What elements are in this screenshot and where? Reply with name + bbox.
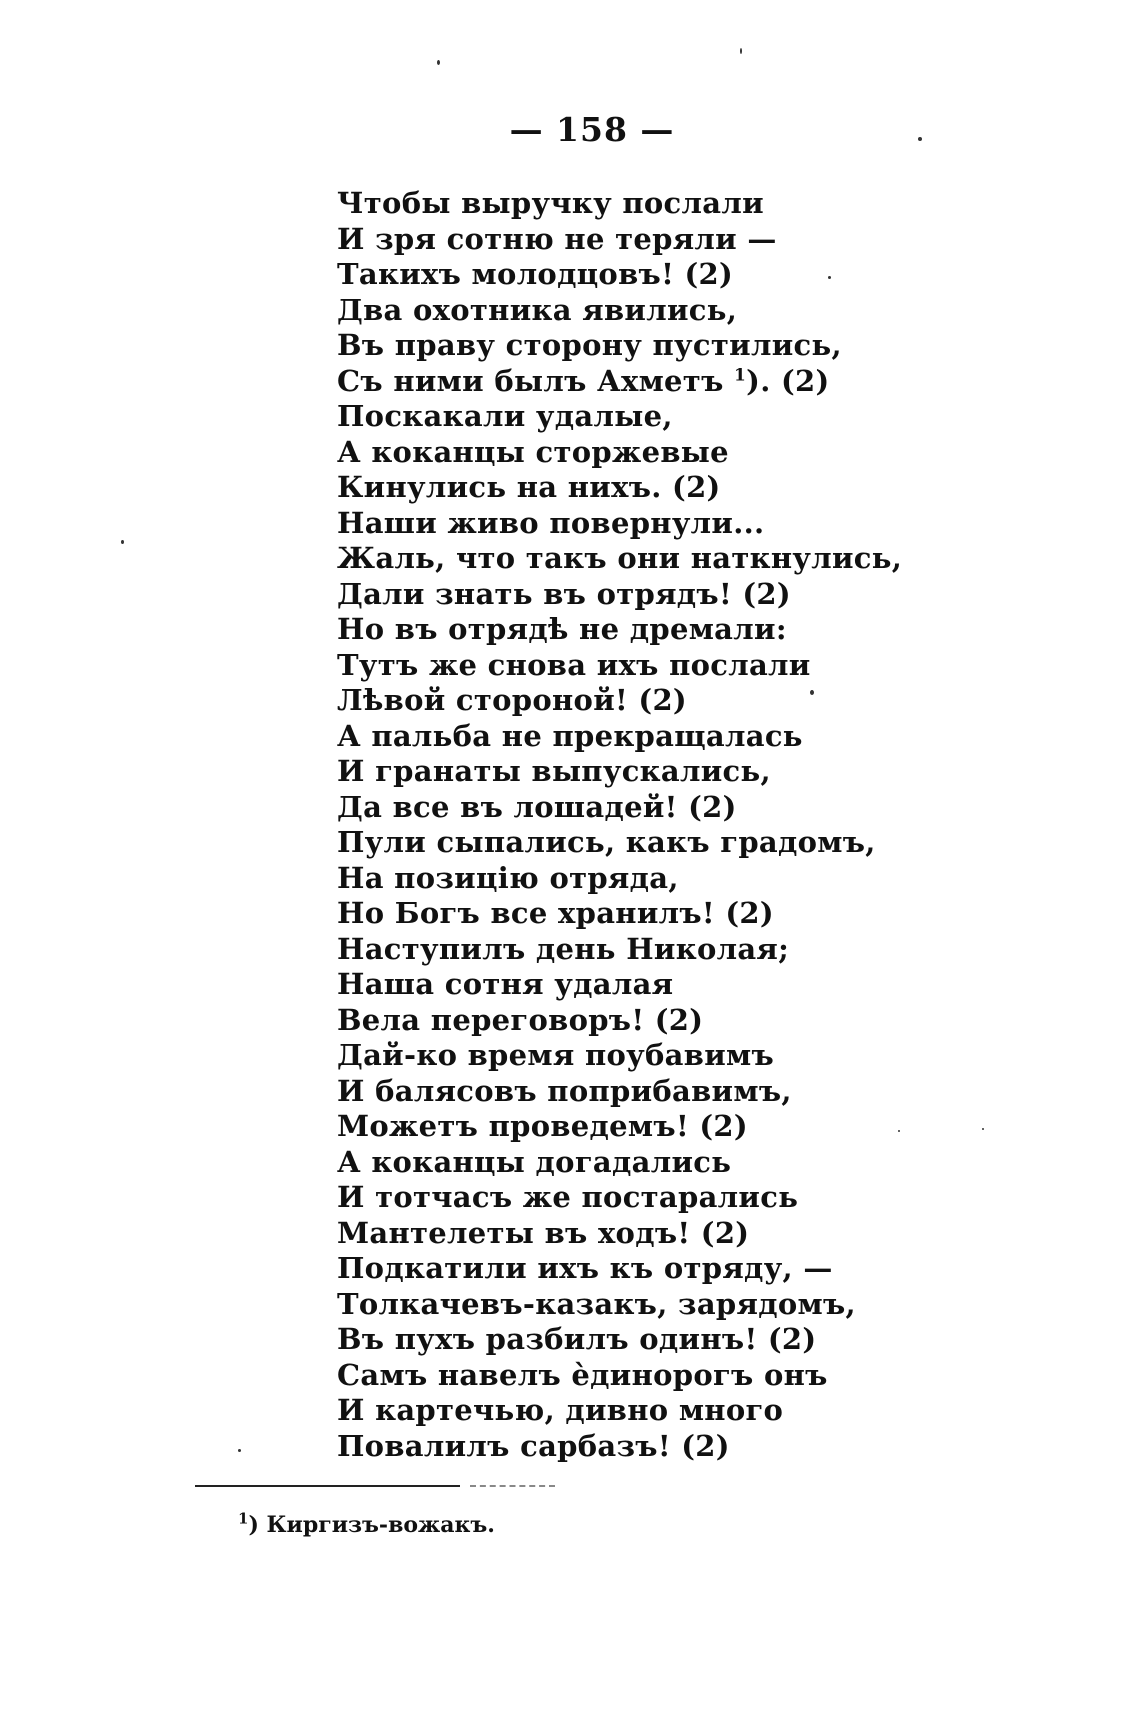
poem-line: Наши живо повернули...	[337, 505, 765, 540]
scan-speck	[810, 690, 814, 695]
poem-line: И картечью, дивно много	[337, 1393, 784, 1427]
footnote-divider	[195, 1485, 460, 1487]
scan-speck	[437, 60, 440, 65]
poem-line: Дай-ко время поубавимъ	[337, 1038, 775, 1072]
poem-line: Лѣвой стороной! (2)	[337, 683, 687, 717]
poem-line: Тутъ же снова ихъ послали	[337, 647, 811, 682]
poem-line: Подкатили ихъ къ отряду, —	[337, 1251, 833, 1285]
poem-line: Кинулись на нихъ. (2)	[337, 470, 721, 504]
poem-line: И балясовъ поприбавимъ,	[337, 1073, 792, 1108]
scan-speck	[898, 1130, 900, 1132]
poem-line: Дали знать въ отрядъ! (2)	[337, 576, 791, 611]
poem-line: Да все въ лошадей! (2)	[337, 789, 737, 824]
poem-line: Въ праву сторону пустились,	[337, 328, 842, 362]
poem-line: Но въ отрядѣ не дремали:	[337, 612, 787, 646]
poem-line: Толкачевъ-казакъ, зарядомъ,	[337, 1286, 856, 1321]
scan-speck	[238, 1449, 241, 1452]
poem-line: И зря сотню не теряли —	[337, 221, 777, 256]
poem-line-text: Съ ними былъ Ахметъ	[337, 363, 724, 398]
scan-speck	[740, 48, 742, 54]
poem-line: Мантелеты въ ходъ! (2)	[337, 1215, 750, 1250]
poem-line: А пальба не прекращалась	[337, 718, 803, 753]
poem-line: А коканцы сторжевые	[337, 434, 729, 469]
poem-line: Жаль, что такъ они наткнулись,	[337, 541, 903, 575]
footnote	[238, 1510, 495, 1540]
poem-line: Можетъ проведемъ! (2)	[337, 1109, 748, 1143]
poem-line: Въ пухъ разбилъ одинъ! (2)	[337, 1322, 817, 1356]
poem-line: Но Богъ все хранилъ! (2)	[337, 896, 774, 930]
poem-line: И тотчасъ же постарались	[337, 1180, 799, 1214]
poem	[337, 186, 902, 1464]
poem-line-with-note	[337, 364, 902, 400]
scan-speck	[828, 276, 831, 279]
scan-speck	[918, 137, 922, 141]
poem-line: Наша сотня удалая	[337, 967, 674, 1001]
footnote-text: ) Киргизъ-вожакъ.	[248, 1512, 495, 1538]
poem-line: Чтобы выручку послали	[337, 186, 764, 220]
poem-line: Наступилъ день Николая;	[337, 931, 790, 966]
footnote-reference: 1	[734, 364, 747, 385]
poem-line: Поскакали удалые,	[337, 399, 673, 433]
poem-line: Два охотника явились,	[337, 292, 738, 327]
page-number: — 158 —	[509, 110, 675, 149]
poem-line: Вела переговоръ! (2)	[337, 1002, 704, 1037]
poem-line: Повалилъ сарбазъ! (2)	[337, 1428, 730, 1463]
footnote-divider-faint	[470, 1485, 555, 1487]
scan-speck	[982, 1128, 984, 1130]
poem-line: И гранаты выпускались,	[337, 754, 771, 788]
poem-line: А коканцы догадались	[337, 1144, 732, 1179]
poem-line-tail: ). (2)	[746, 363, 830, 398]
footnote-mark: 1	[238, 1509, 249, 1528]
poem-line: На позицію отряда,	[337, 860, 679, 895]
scan-speck	[121, 540, 124, 544]
poem-line: Такихъ молодцовъ! (2)	[337, 257, 734, 291]
poem-line: Самъ навелъ ѐдинорогъ онъ	[337, 1357, 828, 1392]
poem-line: Пули сыпались, какъ градомъ,	[337, 825, 876, 859]
